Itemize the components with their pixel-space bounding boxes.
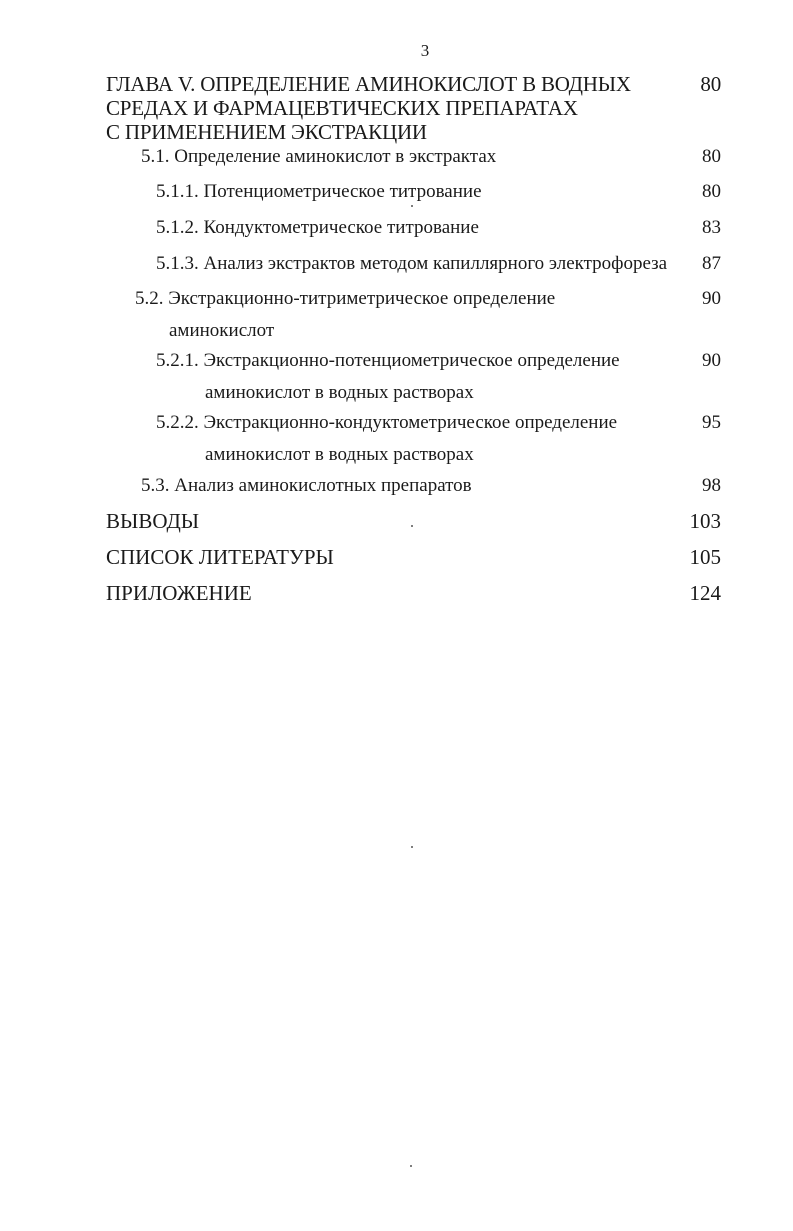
toc-section-title: ВЫВОДЫ	[106, 509, 200, 533]
toc-page-number: 87	[702, 253, 721, 274]
toc-entry-title: 5.1. Определение аминокислот в экстрактах	[141, 146, 497, 167]
toc-page-number: 83	[702, 217, 721, 238]
scan-speck	[410, 1165, 412, 1167]
toc-entry-title: 5.1.3. Анализ экстрактов методом капиллярного электрофореза	[156, 253, 668, 274]
toc-entry-title: 5.2.2. Экстракционно-кондуктометрическое определение	[156, 412, 618, 433]
toc-page-number: 80	[702, 181, 721, 202]
toc-page-number: 90	[702, 288, 721, 309]
toc-chapter-title-line-3: С ПРИМЕНЕНИЕМ ЭКСТРАКЦИИ	[106, 120, 427, 144]
toc-entry-title: 5.3. Анализ аминокислотных препаратов	[141, 475, 472, 496]
scan-speck	[411, 846, 413, 848]
toc-page-number: 90	[702, 350, 721, 371]
toc-entry-title-continued: аминокислот в водных растворах	[205, 444, 474, 465]
scan-speck	[411, 525, 413, 527]
toc-entry-title-continued: аминокислот	[169, 320, 275, 341]
toc-page-number: 80	[702, 146, 721, 167]
toc-page-number: 95	[702, 412, 721, 433]
toc-entry-title: 5.1.1. Потенциометрическое титрование	[156, 181, 482, 202]
toc-entry-title: 5.2.1. Экстракционно-потенциометрическое определение	[156, 350, 620, 371]
toc-page-number: 124	[689, 581, 721, 605]
toc-chapter-title-line-2: СРЕДАХ И ФАРМАЦЕВТИЧЕСКИХ ПРЕПАРАТАХ	[106, 96, 578, 120]
toc-section-title: СПИСОК ЛИТЕРАТУРЫ	[106, 545, 334, 569]
toc-entry-title-continued: аминокислот в водных растворах	[205, 382, 474, 403]
toc-entry-title: 5.2. Экстракционно-титриметрическое определение	[135, 288, 556, 309]
page-number: 3	[420, 41, 430, 60]
toc-section-title: ПРИЛОЖЕНИЕ	[106, 581, 252, 605]
toc-page-number: 103	[689, 509, 721, 533]
toc-page-number: 105	[689, 545, 721, 569]
toc-page-number: 80	[700, 72, 721, 96]
toc-chapter-title-line-1: ГЛАВА V. ОПРЕДЕЛЕНИЕ АМИНОКИСЛОТ В ВОДНЫХ	[106, 72, 631, 96]
scan-speck	[411, 205, 413, 207]
toc-page-number: 98	[702, 475, 721, 496]
toc-entry-title: 5.1.2. Кондуктометрическое титрование	[156, 217, 479, 238]
